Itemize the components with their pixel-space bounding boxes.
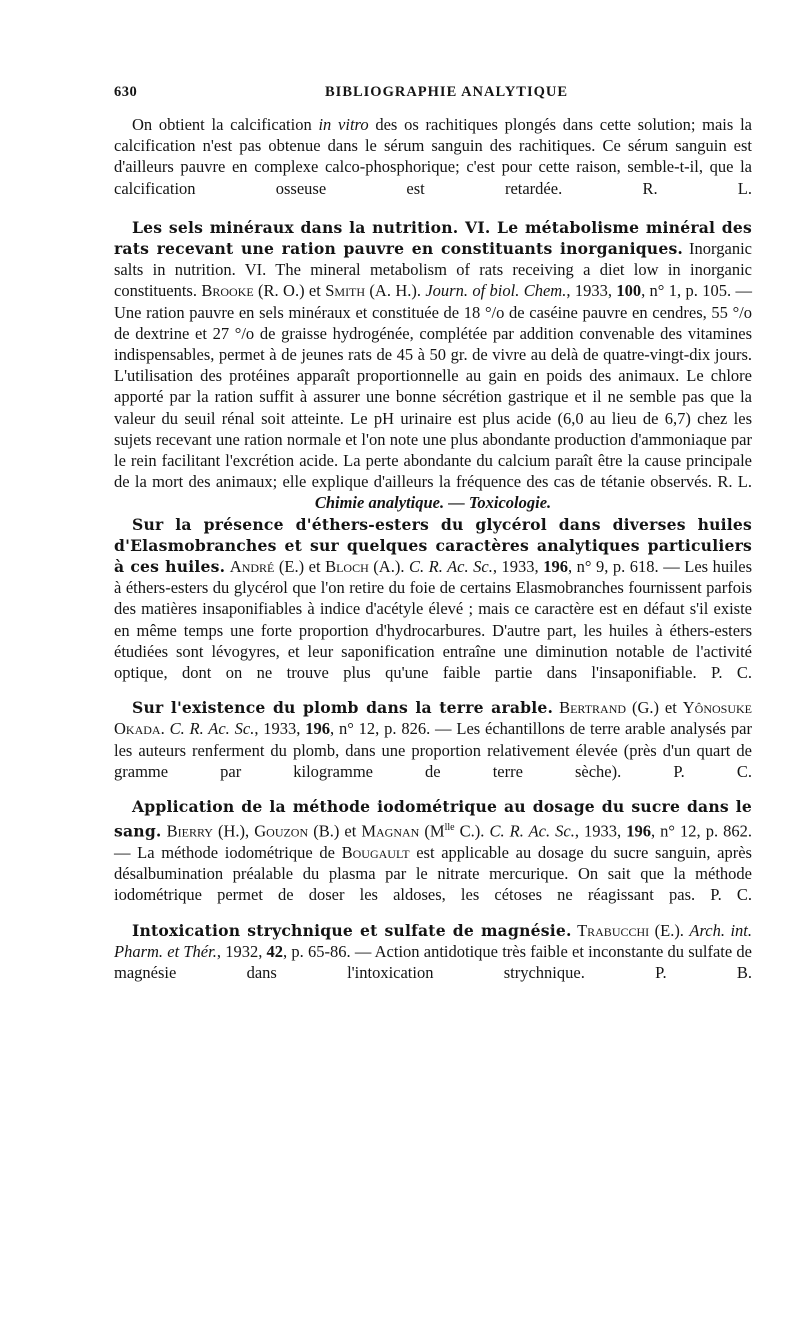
intro-text-italic: in vitro xyxy=(318,115,369,134)
entry-volume: 196 xyxy=(626,821,651,841)
intro-paragraph xyxy=(114,114,752,199)
entry-glycerol xyxy=(114,514,752,684)
entry-year: , 1933, xyxy=(574,821,627,841)
entry-title: Intoxication strychnique et sulfate de magnésie. xyxy=(132,920,572,940)
entry-ref: , n° 1, p. 105. — xyxy=(641,281,752,301)
entry-body: Une ration pauvre en sels minéraux et constituée de 18 °/o de caséine pauvre en cendres, 55 °/o de dextrine et 27 °/o de graisse hydrogénée, complétée par addition convenable des vitamines indispensables, permet à de jeunes rats de 45 à 50 gr. de vivre au delà de quatre-vingt-dix jours. L'utilisation des protéines apparaît proportionnelle au gain en poids des animaux. Le chlore apporté par la ration suffit à assurer une bonne sécrétion gastrique et il ne semble pas que la valeur du seuil rénal soit atteinte. Le pH urinaire est plus acide (6,0 au lieu de 6,7) chez les sujets recevant une ration normale et l'on note une plus abondante production d'ammoniaque par le rein facilitant l'excrétion acide. La perte abondante du calcium paraît être la cause principale de la mort des animaux; elle explique d'ailleurs la fréquence des cas de tétanie observés. xyxy=(114,302,752,492)
entry-ref: , n° 9, p. 618. — xyxy=(567,557,685,577)
page-header xyxy=(114,84,752,106)
entry-author: André xyxy=(229,557,275,577)
entry-sucre xyxy=(114,796,752,906)
entry-plomb xyxy=(114,697,752,782)
entry-journal: Arch. int. Pharm. et Thér. xyxy=(114,920,752,961)
entry-year: , 1933, xyxy=(492,557,544,577)
intro-text-b: des os rachitiques plongés dans cette solution; mais la calcification n'est pas obtenue dans le sérum sanguin des rachitiques. Ce sérum sanguin est d'ailleurs pauvre en complexe calco-phosphorique; c'est pour cette raison, semble-t-il, que la calcification osseuse est retardée. xyxy=(114,115,752,198)
entry-sels-mineraux xyxy=(114,217,752,493)
entry-author-initials: (E.). xyxy=(649,920,690,940)
entry-body: Action antidotique très faible et inconstante du sulfate de magnésie dans l'intoxication strychnique. xyxy=(114,941,752,983)
entry-title: Sur l'existence du plomb dans la terre arable. xyxy=(132,698,554,718)
entry-volume: 42 xyxy=(266,941,284,961)
entry-author-title-sup: lle xyxy=(444,822,455,834)
entry-author-initials: (R. O.) et xyxy=(253,281,326,301)
entry-journal: C. R. Ac. Sc. xyxy=(408,557,493,577)
entry-body-name: Bougault xyxy=(341,843,410,862)
entry-title: Les sels minéraux dans la nutrition. VI. Le métabolisme minéral des rats recevant une ration pauvre en constituants inorganiques. xyxy=(114,217,752,259)
entry-author: Bierry xyxy=(166,821,213,841)
entry-author: Bertrand xyxy=(559,698,627,718)
entry-volume: 196 xyxy=(305,719,331,739)
entry-body: est applicable au dosage du sucre sanguin, après désalbumination préalable du plasma par le nitrate mercurique. On sait que la méthode iodométrique permet de doser les aldoses, les cétoses ne réagissant pas. xyxy=(114,843,752,905)
entry-body: Les huiles à éthers-esters du glycérol que l'on retire du foie de certains Elasmobranches fournissent parfois des matières insaponifiables à indice d'acétyle élevé ; mais ce caractère est en défaut s'il existe en même temps une forte proportion d'hydrocarbures. D'autre part, les huiles à éthers-esters étudiées sont lévogyres, et leur saponification entraîne une diminution notable de l'activité optique, dont on ne trouve plus qu'une faible partie dans l'insaponifiable. xyxy=(114,557,753,683)
entry-signature: P. C. xyxy=(711,663,753,683)
entry-ref: , n° 12, p. 826. — xyxy=(330,719,457,739)
entry-year: , 1932, xyxy=(216,941,267,961)
entry-author: Yônosuke Okada xyxy=(114,698,752,739)
entry-author-initials: . xyxy=(160,719,170,739)
entry-signature: P. C. xyxy=(710,885,753,905)
entry-signature: P. B. xyxy=(655,963,752,983)
entry-journal: Journ. of biol. Chem. xyxy=(425,281,567,301)
entry-author: Magnan xyxy=(361,821,420,841)
entry-title: Application de la méthode iodométrique au dosage du sucre dans le sang. xyxy=(114,797,752,841)
entry-volume: 196 xyxy=(543,557,568,577)
entry-ref: , n° 12, p. 862. — xyxy=(114,821,753,862)
entry-body: Les échantillons de terre arable analysés par les auteurs renferment du plomb, dans une proportion relativement élevée (près d'un quart de gramme par kilogramme de terre sèche). xyxy=(114,719,752,781)
entry-signature: P. C. xyxy=(673,761,752,781)
entry-year: , 1933, xyxy=(566,281,617,301)
entry-ref: , p. 65-86. — xyxy=(283,941,375,961)
entry-author-initials: (G.) et xyxy=(626,698,683,718)
entry-author-initials: (B.) et xyxy=(308,821,362,841)
entry-author-initials: (H.), xyxy=(212,821,255,841)
entry-year: , 1933, xyxy=(254,719,306,739)
entry-intoxication xyxy=(114,920,752,984)
entry-journal: C. R. Ac. Sc. xyxy=(489,821,575,841)
text-column xyxy=(114,114,752,983)
entry-author-initials: (A. H.). xyxy=(365,281,426,301)
intro-text-a: On obtient la calcification xyxy=(132,115,319,134)
entry-author-initials: (E.) et xyxy=(274,557,326,577)
intro-signature: R. L. xyxy=(642,178,752,198)
entry-author: Bloch xyxy=(325,557,369,577)
entry-title: Sur la présence d'éthers-esters du glycérol dans diverses huiles d'Elasmobranches et sur quelques caractères analytiques particuliers à ces huiles. xyxy=(114,514,752,577)
entry-journal: C. R. Ac. Sc. xyxy=(169,719,255,739)
entry-english-title: Inorganic salts in nutrition. VI. The mineral metabolism of rats receiving a diet low in inorganic constituents. xyxy=(114,239,752,301)
section-heading: Chimie analytique. — Toxicologie. xyxy=(314,493,552,513)
entry-author: Smith xyxy=(325,281,366,301)
entry-volume: 100 xyxy=(616,281,642,301)
entry-author: Brooke xyxy=(201,281,254,301)
running-title: BIBLIOGRAPHIE ANALYTIQUE xyxy=(325,84,569,100)
entry-author-initials: (M xyxy=(419,821,445,841)
entry-author: Trabucchi xyxy=(577,920,650,940)
page-number: 630 xyxy=(114,84,138,100)
entry-body: La méthode iodométrique de xyxy=(137,843,342,862)
entry-author-initials: C.). xyxy=(454,821,490,841)
entry-author: Gouzon xyxy=(254,821,309,841)
entry-signature: R. L. xyxy=(717,472,753,492)
entry-author-initials: (A.). xyxy=(368,557,409,577)
